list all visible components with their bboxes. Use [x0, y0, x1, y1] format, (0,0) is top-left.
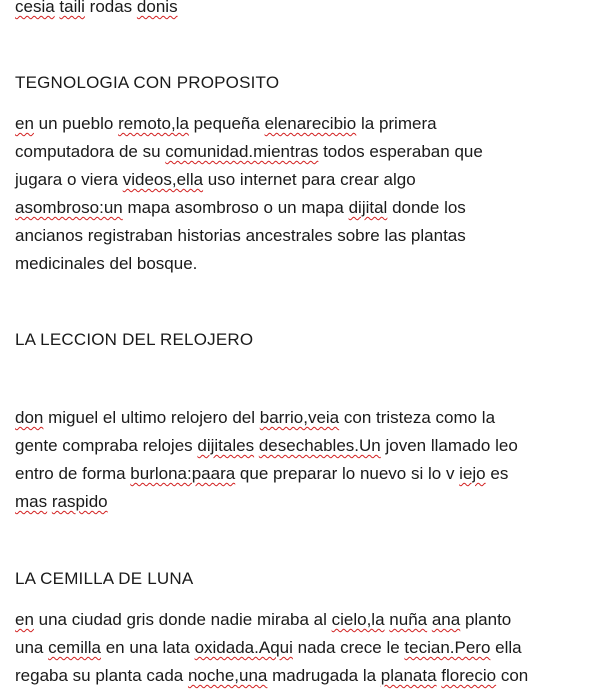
- text-run: que preparar lo nuevo si lo v: [235, 464, 460, 483]
- text-run: madrugada la: [267, 666, 381, 685]
- misspelled-word: oxidada.Aqui: [194, 638, 293, 657]
- paragraph-line: [15, 169, 416, 191]
- misspelled-word: desechables.Un: [258, 436, 381, 455]
- misspelled-word: noche,una: [187, 666, 268, 685]
- paragraph-line: [15, 491, 108, 513]
- paragraph-line: [15, 113, 437, 135]
- text-run: donde los: [387, 198, 466, 217]
- text-run: entro de forma: [15, 464, 131, 483]
- text-run: gente compraba relojes: [15, 436, 198, 455]
- text-run: una: [15, 638, 49, 657]
- misspelled-word: comunidad.mientras: [165, 142, 319, 161]
- text-run: con: [496, 666, 529, 685]
- misspelled-word: tecian.Pero: [404, 638, 491, 657]
- text-run: joven llamado leo: [380, 436, 518, 455]
- text-run: miguel el ultimo relojero del: [43, 408, 260, 427]
- story3-title: LA CEMILLA DE LUNA: [15, 569, 194, 588]
- misspelled-word: en: [15, 610, 34, 629]
- misspelled-word: cesia: [15, 0, 55, 16]
- misspelled-word: dijitales: [197, 436, 255, 455]
- text-run: regaba su planta cada: [15, 666, 188, 685]
- misspelled-word: dijital: [348, 198, 388, 217]
- text-run: pequeña: [188, 114, 265, 133]
- misspelled-word: en: [15, 114, 34, 133]
- misspelled-word: taili: [59, 0, 85, 16]
- paragraph-line: [15, 407, 495, 429]
- misspelled-word: videos,ella: [122, 170, 204, 189]
- misspelled-word: planata: [380, 666, 437, 685]
- misspelled-word: donis: [136, 0, 178, 16]
- misspelled-word: elenarecibio: [264, 114, 357, 133]
- paragraph-line: [15, 253, 197, 275]
- story2-title: LA LECCION DEL RELOJERO: [15, 330, 254, 349]
- text-run: es: [485, 464, 509, 483]
- paragraph-line: [15, 435, 518, 457]
- misspelled-word: don: [15, 408, 44, 427]
- author-line: [15, 0, 178, 18]
- text-run: nada crece le: [292, 638, 405, 657]
- misspelled-word: remoto,la: [118, 114, 189, 133]
- misspelled-word: raspido: [51, 492, 108, 511]
- misspelled-word: mas: [15, 492, 48, 511]
- text-run: un pueblo: [33, 114, 119, 133]
- paragraph-line: [15, 225, 466, 247]
- text-run: planto: [460, 610, 512, 629]
- paragraph-line: [15, 637, 522, 659]
- paragraph-line: [15, 197, 466, 219]
- text-run: computadora de su: [15, 142, 166, 161]
- paragraph-line: [15, 141, 483, 163]
- text-run: mapa asombroso o un mapa: [122, 198, 349, 217]
- text-run: ancianos registraban historias ancestrales sobre las plantas: [15, 226, 466, 245]
- misspelled-word: barrio,veia: [259, 408, 340, 427]
- text-run: medicinales del bosque.: [15, 254, 198, 273]
- paragraph-line: [15, 463, 508, 485]
- text-run: rodas: [84, 0, 137, 16]
- paragraph-line: [15, 665, 528, 687]
- text-run: una ciudad gris donde nadie miraba al: [33, 610, 332, 629]
- misspelled-word: burlona:paara: [130, 464, 236, 483]
- misspelled-word: florecio: [441, 666, 497, 685]
- misspelled-word: iejo: [459, 464, 486, 483]
- text-run: uso internet para crear algo: [203, 170, 416, 189]
- misspelled-word: cielo,la: [331, 610, 385, 629]
- text-run: la primera: [356, 114, 437, 133]
- text-run: jugara o viera: [15, 170, 123, 189]
- text-run: en una lata: [101, 638, 195, 657]
- misspelled-word: ana: [431, 610, 461, 629]
- misspelled-word: cemilla: [48, 638, 101, 657]
- story1-title: TEGNOLOGIA CON PROPOSITO: [15, 73, 280, 92]
- misspelled-word: nuña: [389, 610, 428, 629]
- text-run: todos esperaban que: [318, 142, 483, 161]
- misspelled-word: asombroso:un: [15, 198, 123, 217]
- text-run: con tristeza como la: [339, 408, 496, 427]
- text-run: ella: [490, 638, 522, 657]
- paragraph-line: [15, 609, 511, 631]
